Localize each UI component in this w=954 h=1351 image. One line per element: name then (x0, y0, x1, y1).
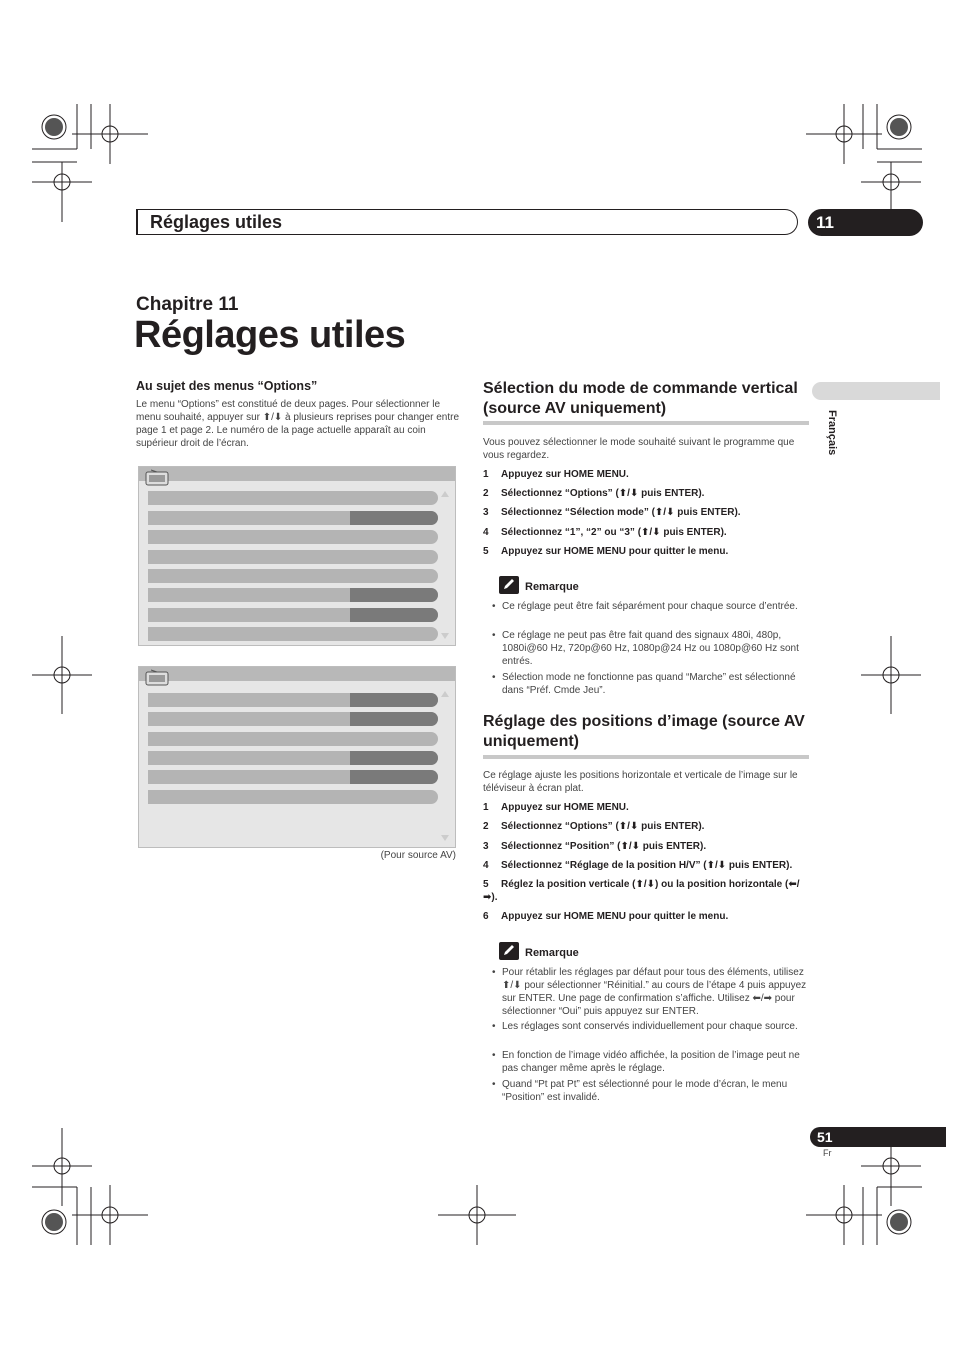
options-screen-page1 (138, 466, 456, 646)
section2-step: 4 Sélectionnez “Réglage de la position H/V” (⬆/⬇ puis ENTER). (483, 860, 793, 871)
menu-row (148, 491, 438, 505)
section1-step: 2 Sélectionnez “Options” (⬆/⬇ puis ENTER). (483, 488, 705, 499)
options-menu-icon (145, 469, 171, 487)
menu-row (148, 511, 438, 525)
language-tab (812, 382, 940, 400)
options-menu-icon (145, 669, 171, 687)
page-language: Fr (823, 1148, 832, 1158)
section2-rule (483, 755, 809, 759)
header-chapter-number: 11 (808, 209, 923, 236)
scroll-down-icon[interactable] (441, 633, 449, 639)
menu-row (148, 770, 438, 784)
menu-row (148, 790, 438, 804)
scroll-up-icon[interactable] (441, 691, 449, 697)
section2-intro: Ce réglage ajuste les positions horizontale et verticale de l’image sur le téléviseur à écran plat. (483, 770, 798, 794)
options-screen-page2 (138, 666, 456, 848)
section1-step: 4 Sélectionnez “1”, “2” ou “3” (⬆/⬇ puis ENTER). (483, 527, 727, 538)
menu-row (148, 550, 438, 564)
section2-note-item: • Quand “Pt pat Pt” est sélectionné pour le mode d’écran, le menu “Position” est invalidé. (492, 1079, 788, 1103)
menu-row (148, 530, 438, 544)
menu-row (148, 751, 438, 765)
section1-note-label: Remarque (525, 581, 579, 593)
menu-row (148, 732, 438, 746)
menu-row (148, 693, 438, 707)
menu-row (148, 588, 438, 602)
options-paragraph: Le menu “Options” est constitué de deux pages. Pour sélectionner le menu souhaité, appuyer sur ⬆/⬇ à plusieurs reprises pour changer entre page 1 et page 2. Le numéro de la page actuelle apparaît au coin supérieur droit de l’écran. (136, 399, 460, 449)
options-heading: Au sujet des menus “Options” (136, 379, 318, 393)
page-number: 51 (817, 1129, 833, 1145)
menu-row (148, 712, 438, 726)
chapter-label: Chapitre 11 (136, 294, 239, 315)
chapter-title: Réglages utiles (134, 314, 406, 356)
section1-step: 5 Appuyez sur HOME MENU pour quitter le menu. (483, 546, 729, 557)
section2-step: 5 Réglez la position verticale (⬆/⬇) ou la position horizontale (⬅/➡). (483, 879, 800, 903)
language-label: Français (826, 410, 838, 456)
section1-note-item: • Ce réglage ne peut pas être fait quand des signaux 480i, 480p, 1080i@60 Hz, 720p@60 Hz, 1080p@24 Hz ou 1080p@60 Hz sont entrés. (492, 630, 799, 667)
menu-row (148, 608, 438, 622)
section2-note-item: • Les réglages sont conservés individuellement pour chaque source. (492, 1021, 798, 1032)
section1-step: 1 Appuyez sur HOME MENU. (483, 469, 629, 480)
header-title: Réglages utiles (150, 212, 283, 232)
section2-note-item: • Pour rétablir les réglages par défaut pour tous des éléments, utilisez ⬆/⬇ pour sélectionner “Réinitial.” au cours de l’étape 4 puis appuyez sur ENTER. Une page de confirmation s’affiche. Utilisez ⬅/➡ pour sélectionner “Oui” puis appuyez sur ENTER. (492, 967, 807, 1017)
menu-row (148, 569, 438, 583)
section1-rule (483, 421, 809, 425)
section2-step: 6 Appuyez sur HOME MENU pour quitter le menu. (483, 911, 729, 922)
section2-heading: Réglage des positions d’image (source AV uniquement) (483, 713, 805, 750)
scroll-up-icon[interactable] (441, 491, 449, 497)
section2-note-label: Remarque (525, 947, 579, 959)
section2-step: 2 Sélectionnez “Options” (⬆/⬇ puis ENTER). (483, 821, 705, 832)
menu-row (148, 627, 438, 641)
section2-step: 3 Sélectionnez “Position” (⬆/⬇ puis ENTER). (483, 841, 707, 852)
section1-note-item: • Ce réglage peut être fait séparément pour chaque source d’entrée. (492, 601, 798, 612)
screen-caption: (Pour source AV) (380, 850, 456, 861)
scroll-down-icon[interactable] (441, 835, 449, 841)
section2-step: 1 Appuyez sur HOME MENU. (483, 802, 629, 813)
section1-intro: Vous pouvez sélectionner le mode souhaité suivant le programme que vous regardez. (483, 437, 795, 461)
section1-note-item: • Sélection mode ne fonctionne pas quand “Marche” est sélectionné dans “Préf. Cmde Jeu”. (492, 672, 796, 696)
section2-note-item: • En fonction de l’image vidéo affichée, la position de l’image peut ne pas changer même après le réglage. (492, 1050, 800, 1074)
section1-heading: Sélection du mode de commande vertical (source AV uniquement) (483, 380, 798, 417)
section1-step: 3 Sélectionnez “Sélection mode” (⬆/⬇ puis ENTER). (483, 507, 741, 518)
